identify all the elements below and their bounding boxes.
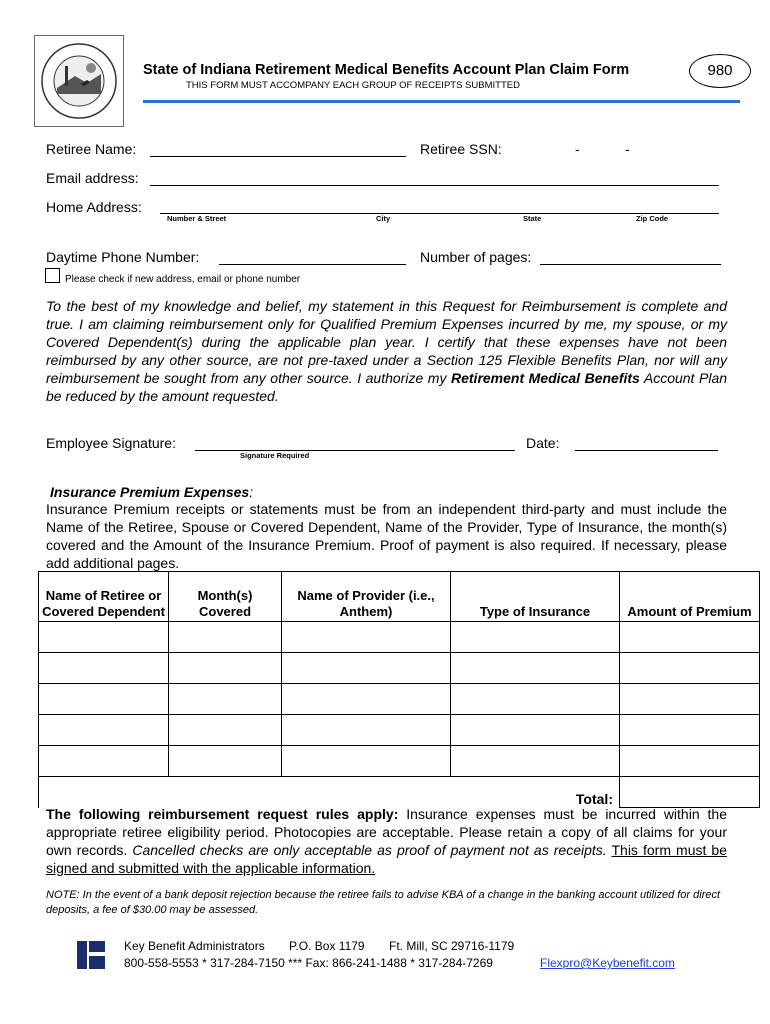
form-subtitle: THIS FORM MUST ACCOMPANY EACH GROUP OF RECEIPTS SUBMITTED xyxy=(186,80,520,91)
table-cell[interactable] xyxy=(282,746,451,777)
table-cell[interactable] xyxy=(39,715,169,746)
table-cell[interactable] xyxy=(620,715,760,746)
table-row xyxy=(39,684,760,715)
ssn-dash-1: - xyxy=(575,141,580,157)
kba-logo-icon xyxy=(77,941,105,969)
table-cell[interactable] xyxy=(282,715,451,746)
form-title: State of Indiana Retirement Medical Benefits Account Plan Claim Form xyxy=(143,62,630,78)
address-street-sublabel: Number & Street xyxy=(167,214,227,223)
table-cell[interactable] xyxy=(620,622,760,653)
indiana-seal-icon xyxy=(35,36,123,126)
email-label: Email address: xyxy=(46,170,139,186)
premium-heading-colon: : xyxy=(249,484,254,500)
table-cell[interactable] xyxy=(39,622,169,653)
table-cell[interactable] xyxy=(169,715,282,746)
state-seal-frame xyxy=(34,35,124,127)
footer-phones: 800-558-5553 * 317-284-7150 *** Fax: 866-241-1488 * 317-284-7269 xyxy=(124,956,493,970)
retiree-ssn-label: Retiree SSN: xyxy=(420,141,502,157)
bank-note: NOTE: In the event of a bank deposit rejection because the retiree fails to advise KBA of a change in the banking account utilized for direct deposits, a fee of $30.00 may be assessed. xyxy=(46,889,721,916)
home-address-label: Home Address: xyxy=(46,199,142,215)
rules-italic: Cancelled checks are only acceptable as proof of payment not as receipts. xyxy=(132,842,607,858)
table-cell[interactable] xyxy=(282,622,451,653)
table-cell[interactable] xyxy=(451,715,620,746)
col-header-name: Name of Retiree or Covered Dependent xyxy=(39,572,169,622)
certification-text-b: Account Plan be reduced by the amount requested. xyxy=(46,370,728,404)
form-number-badge: 980 xyxy=(689,54,751,88)
phone-field[interactable] xyxy=(219,264,406,265)
signature-label: Employee Signature: xyxy=(46,435,176,451)
retiree-name-field[interactable] xyxy=(150,156,406,157)
table-cell[interactable] xyxy=(39,746,169,777)
table-cell[interactable] xyxy=(620,684,760,715)
phone-label: Daytime Phone Number: xyxy=(46,249,200,265)
change-info-checkbox[interactable] xyxy=(45,268,60,283)
table-cell[interactable] xyxy=(620,746,760,777)
footer-email-link[interactable]: Flexpro@Keybenefit.com xyxy=(540,956,675,970)
address-state-sublabel: State xyxy=(523,214,542,223)
total-label: Total: xyxy=(39,777,620,808)
footer-company: Key Benefit Administrators xyxy=(124,939,265,953)
signature-required-note: Signature Required xyxy=(240,451,310,460)
col-header-amount: Amount of Premium xyxy=(620,572,760,622)
col-header-provider: Name of Provider (i.e., Anthem) xyxy=(282,572,451,622)
table-cell[interactable] xyxy=(451,622,620,653)
table-row xyxy=(39,653,760,684)
table-cell[interactable] xyxy=(169,653,282,684)
premium-heading xyxy=(50,484,253,500)
ssn-dash-2: - xyxy=(625,141,630,157)
col-header-months: Month(s) Covered xyxy=(169,572,282,622)
claims-table xyxy=(38,571,760,808)
certification-statement xyxy=(46,297,727,405)
table-cell[interactable] xyxy=(169,746,282,777)
total-amount-field[interactable] xyxy=(620,777,760,808)
table-cell[interactable] xyxy=(282,684,451,715)
change-info-label: Please check if new address, email or phone number xyxy=(65,274,301,285)
footer-po-box: P.O. Box 1179 xyxy=(289,939,365,953)
retiree-name-label: Retiree Name: xyxy=(46,141,137,157)
email-field[interactable] xyxy=(150,185,719,186)
col-header-type: Type of Insurance xyxy=(451,572,620,622)
table-cell[interactable] xyxy=(39,684,169,715)
table-cell[interactable] xyxy=(451,746,620,777)
rules-underlined: This form must be signed and submitted with the applicable information. xyxy=(46,842,728,876)
table-cell[interactable] xyxy=(282,653,451,684)
header-divider xyxy=(143,100,740,103)
table-cell[interactable] xyxy=(620,653,760,684)
table-cell[interactable] xyxy=(169,622,282,653)
certification-text-a: To the best of my knowledge and belief, my statement in this Request for Reimbursement is complete and true. I am claiming reimbursement only for Qualified Premium Expenses incurred by me, my spouse, or my Covered Dependent(s) during the applicable plan year. I certify that these expenses have not been reimbursed by any other source, are not pre-taxed under a Section 125 Flexible Benefits Plan, nor will any reimbursement be sought from any other source. I authorize my xyxy=(46,298,727,386)
certification-bold: Retirement Medical Benefits xyxy=(451,370,640,386)
address-zip-sublabel: Zip Code xyxy=(636,214,669,223)
claims-table-header xyxy=(39,572,760,622)
pages-label: Number of pages: xyxy=(420,249,532,265)
premium-instructions: Insurance Premium receipts or statements must be from an independent third-party and must include the Name of the Retiree, Spouse or Covered Dependent, Name of the Provider, Type of Insurance, the month(s) covered and the Amount of the Insurance Premium. Proof of payment is also required. If necessary, please add additional pages. xyxy=(46,501,727,571)
pages-field[interactable] xyxy=(540,264,721,265)
rules-paragraph xyxy=(46,805,727,877)
premium-heading-text: Insurance Premium Expenses xyxy=(50,484,250,500)
total-row xyxy=(39,777,760,808)
table-cell[interactable] xyxy=(169,684,282,715)
rules-text: Insurance expenses must be incurred within the appropriate retiree eligibility period. Photocopies are acceptable. Please retain a copy of all claims for your own records. xyxy=(46,806,727,858)
table-cell[interactable] xyxy=(451,653,620,684)
footer-city: Ft. Mill, SC 29716-1179 xyxy=(389,939,515,953)
date-field[interactable] xyxy=(575,450,718,451)
table-row xyxy=(39,622,760,653)
address-city-sublabel: City xyxy=(376,214,391,223)
table-row xyxy=(39,715,760,746)
table-cell[interactable] xyxy=(39,653,169,684)
table-row xyxy=(39,746,760,777)
rules-lead: The following reimbursement request rules apply: xyxy=(46,806,399,822)
table-cell[interactable] xyxy=(451,684,620,715)
date-label: Date: xyxy=(526,435,560,451)
